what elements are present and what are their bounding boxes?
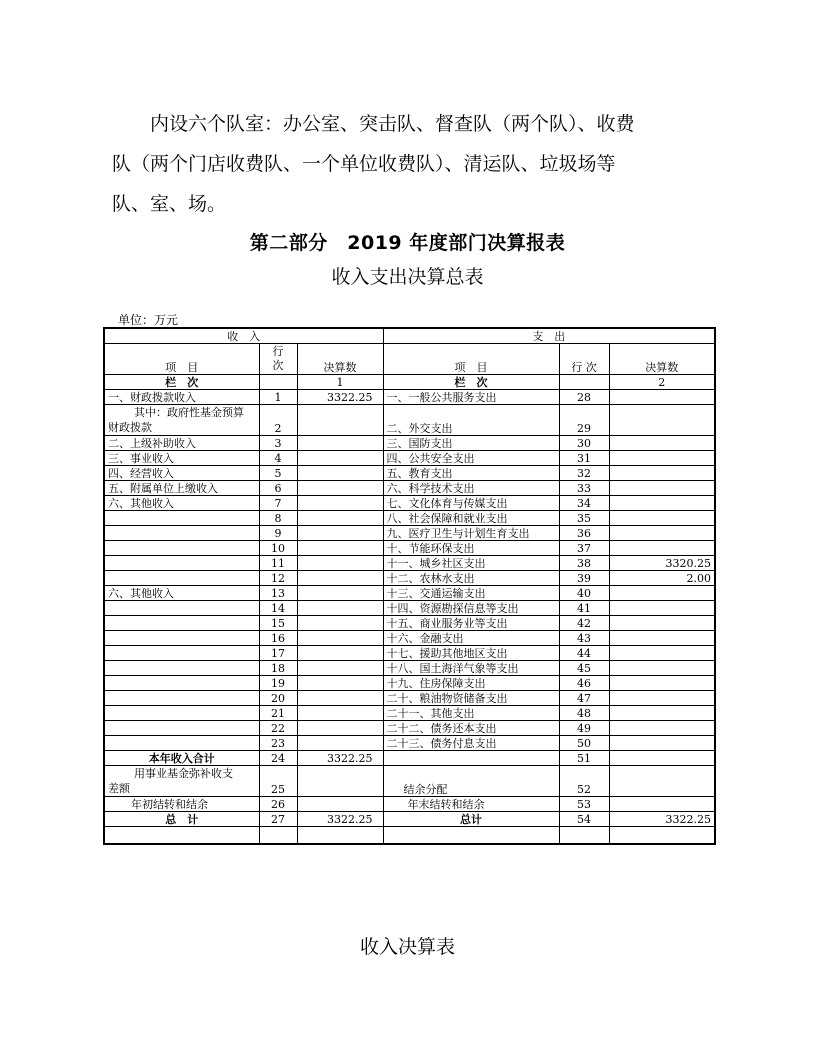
expense-amount: 2.00 (609, 571, 715, 586)
income-line-no: 6 (259, 481, 297, 496)
table-row (104, 451, 715, 466)
expense-line-no: 41 (559, 601, 609, 616)
income-line-no: 15 (259, 616, 297, 631)
expense-line-no: 32 (559, 466, 609, 481)
expense-item: 十一、城乡社区支出 (383, 556, 559, 571)
income-header: 收 入 (104, 328, 383, 344)
expense-line-no: 36 (559, 526, 609, 541)
expense-amount: 3322.25 (609, 812, 715, 827)
blank-cell (104, 827, 259, 845)
expense-amount (609, 466, 715, 481)
col-amount-left: 决算数 (297, 344, 383, 375)
income-line-no: 26 (259, 797, 297, 812)
expense-line-no: 49 (559, 721, 609, 736)
unit-label: 单位：万元 (118, 313, 179, 327)
expense-amount (609, 736, 715, 751)
expense-line-no: 34 (559, 496, 609, 511)
income-item (104, 616, 259, 631)
income-amount (297, 646, 383, 661)
income-line-no: 2 (259, 405, 297, 436)
income-item (104, 631, 259, 646)
income-item (104, 751, 259, 766)
table-row (104, 405, 715, 436)
expense-amount (609, 766, 715, 797)
table-row (104, 436, 715, 451)
expense-line-no: 48 (559, 706, 609, 721)
expense-item: 九、医疗卫生与计划生育支出 (383, 526, 559, 541)
income-amount (297, 736, 383, 751)
expense-line-no: 44 (559, 646, 609, 661)
expense-amount (609, 631, 715, 646)
intro-line-1: 内设六个队室：办公室、突击队、督查队（两个队）、收费 (150, 113, 635, 135)
expense-amount (609, 751, 715, 766)
income-amount (297, 691, 383, 706)
income-line-no: 27 (259, 812, 297, 827)
income-amount (297, 586, 383, 601)
expense-item: 二十、粮油物资储备支出 (383, 691, 559, 706)
income-item-label: 三、事业收入 (108, 451, 174, 465)
income-item (104, 541, 259, 556)
table-row (104, 571, 715, 586)
lanci-right-num: 2 (609, 375, 715, 390)
income-item (104, 436, 259, 451)
expense-amount (609, 405, 715, 436)
table-row (104, 496, 715, 511)
table-row (104, 390, 715, 405)
income-line-no: 17 (259, 646, 297, 661)
income-amount: 3322.25 (297, 751, 383, 766)
income-item (104, 691, 259, 706)
expense-amount (609, 721, 715, 736)
income-amount (297, 436, 383, 451)
expense-amount (609, 706, 715, 721)
expense-amount (609, 616, 715, 631)
expense-item: 十六、金融支出 (383, 631, 559, 646)
table-title: 收入支出决算总表 (331, 266, 484, 288)
expense-line-no: 43 (559, 631, 609, 646)
income-amount (297, 466, 383, 481)
expense-amount (609, 511, 715, 526)
expense-line-no: 45 (559, 661, 609, 676)
col-item-left: 项 目 (104, 344, 259, 375)
income-item-label: 用事业基金弥补收支 (134, 767, 233, 780)
income-amount (297, 631, 383, 646)
income-line-no: 20 (259, 691, 297, 706)
income-amount (297, 721, 383, 736)
income-amount (297, 405, 383, 436)
expense-item: 十二、农林水支出 (383, 571, 559, 586)
income-item-label: 其中：政府性基金预算 (134, 406, 244, 419)
lanci-left-num: 1 (297, 375, 383, 390)
income-line-no: 25 (259, 766, 297, 797)
expense-line-no: 50 (559, 736, 609, 751)
table-row (104, 601, 715, 616)
lanci-left: 栏 次 (104, 375, 259, 390)
expense-amount (609, 541, 715, 556)
expense-amount (609, 661, 715, 676)
income-item (104, 496, 259, 511)
lanci-right-line (559, 375, 609, 390)
income-line-no: 12 (259, 571, 297, 586)
table-row (104, 631, 715, 646)
expense-line-no: 47 (559, 691, 609, 706)
expense-item: 二、外交支出 (383, 405, 559, 436)
expense-line-no: 38 (559, 556, 609, 571)
income-item-label: 年初结转和结余 (131, 797, 208, 811)
lanci-right: 栏 次 (383, 375, 559, 390)
expense-line-no: 29 (559, 405, 609, 436)
expense-item: 十三、交通运输支出 (383, 586, 559, 601)
expense-item: 十四、资源勘探信息等支出 (383, 601, 559, 616)
income-line-no: 23 (259, 736, 297, 751)
income-amount (297, 526, 383, 541)
income-amount (297, 556, 383, 571)
table-row (104, 586, 715, 601)
income-line-no: 13 (259, 586, 297, 601)
blank-row (104, 827, 715, 845)
income-item-label: 二、上级补助收入 (108, 436, 196, 450)
table-row (104, 526, 715, 541)
expense-amount (609, 601, 715, 616)
table-row (104, 616, 715, 631)
expense-item: 二十三、债务付息支出 (383, 736, 559, 751)
income-item-label: 总 计 (165, 812, 199, 826)
expense-item: 七、文化体育与传媒支出 (383, 496, 559, 511)
table-row (104, 751, 715, 766)
expense-amount (609, 797, 715, 812)
expense-amount (609, 451, 715, 466)
table-row (104, 736, 715, 751)
income-item (104, 661, 259, 676)
income-line-no: 22 (259, 721, 297, 736)
income-item (104, 721, 259, 736)
blank-cell (297, 827, 383, 845)
income-item (104, 526, 259, 541)
expense-item: 五、教育支出 (383, 466, 559, 481)
table-row (104, 541, 715, 556)
table-row (104, 481, 715, 496)
table-row (104, 646, 715, 661)
expense-item (383, 751, 559, 766)
expense-amount (609, 481, 715, 496)
income-amount (297, 676, 383, 691)
expense-line-no: 40 (559, 586, 609, 601)
expense-item: 十五、商业服务业等支出 (383, 616, 559, 631)
table-row (104, 797, 715, 812)
income-expense-table (103, 327, 716, 845)
col-item-right: 项 目 (383, 344, 559, 375)
column-header-row (104, 344, 715, 375)
expense-line-no: 39 (559, 571, 609, 586)
next-section-title: 收入决算表 (359, 936, 455, 958)
income-amount (297, 511, 383, 526)
income-line-no: 18 (259, 661, 297, 676)
income-line-no: 24 (259, 751, 297, 766)
income-amount (297, 797, 383, 812)
expense-line-no: 30 (559, 436, 609, 451)
income-line-no: 16 (259, 631, 297, 646)
expense-item: 六、科学技术支出 (383, 481, 559, 496)
expense-amount (609, 390, 715, 405)
table-row (104, 661, 715, 676)
blank-cell (259, 827, 297, 845)
income-item-label: 五、附属单位上缴收入 (108, 481, 218, 495)
income-amount (297, 616, 383, 631)
expense-line-no: 53 (559, 797, 609, 812)
expense-item: 一、一般公共服务支出 (383, 390, 559, 405)
income-item (104, 451, 259, 466)
income-line-no: 11 (259, 556, 297, 571)
expense-item: 十七、援助其他地区支出 (383, 646, 559, 661)
table-row (104, 691, 715, 706)
income-item (104, 586, 259, 601)
income-amount (297, 481, 383, 496)
table-row (104, 676, 715, 691)
income-amount: 3322.25 (297, 390, 383, 405)
table-row (104, 721, 715, 736)
income-item-label-cont: 差额 (108, 782, 130, 795)
income-amount: 3322.25 (297, 812, 383, 827)
expense-item: 八、社会保障和就业支出 (383, 511, 559, 526)
income-line-no: 1 (259, 390, 297, 405)
expense-line-no: 51 (559, 751, 609, 766)
income-item (104, 556, 259, 571)
expense-line-no: 54 (559, 812, 609, 827)
blank-cell (383, 827, 559, 845)
expense-amount (609, 691, 715, 706)
expense-item: 十八、国土海洋气象等支出 (383, 661, 559, 676)
expense-item: 十、节能环保支出 (383, 541, 559, 556)
expense-amount (609, 436, 715, 451)
income-item-label: 本年收入合计 (148, 751, 215, 765)
expense-line-no: 28 (559, 390, 609, 405)
income-line-no: 10 (259, 541, 297, 556)
expense-item: 三、国防支出 (383, 436, 559, 451)
expense-amount (609, 676, 715, 691)
income-item-label: 四、经营收入 (108, 466, 174, 480)
income-item (104, 466, 259, 481)
expense-item: 十九、住房保障支出 (383, 676, 559, 691)
income-line-no: 8 (259, 511, 297, 526)
intro-paragraph (112, 104, 712, 224)
expense-line-no: 33 (559, 481, 609, 496)
lanci-row (104, 375, 715, 390)
expense-line-no: 42 (559, 616, 609, 631)
income-amount (297, 541, 383, 556)
income-amount (297, 496, 383, 511)
intro-line-3: 队、室、场。 (112, 193, 227, 215)
income-amount (297, 571, 383, 586)
expense-line-no: 37 (559, 541, 609, 556)
income-amount (297, 601, 383, 616)
expense-amount (609, 586, 715, 601)
expense-item: 年末结转和结余 (383, 797, 559, 812)
income-amount (297, 766, 383, 797)
income-item (104, 646, 259, 661)
expense-amount (609, 526, 715, 541)
income-line-no: 14 (259, 601, 297, 616)
income-amount (297, 661, 383, 676)
section-title: 第二部分 2019 年度部门决算报表 (249, 232, 566, 254)
expense-amount (609, 646, 715, 661)
income-item-label-cont: 财政拨款 (108, 421, 152, 434)
blank-cell (609, 827, 715, 845)
expense-item: 总计 (383, 812, 559, 827)
income-amount (297, 706, 383, 721)
income-item-label: 六、其他收入 (108, 586, 174, 600)
income-item (104, 405, 259, 436)
expense-amount: 3320.25 (609, 556, 715, 571)
income-line-no: 3 (259, 436, 297, 451)
expense-amount (609, 496, 715, 511)
income-line-no: 7 (259, 496, 297, 511)
table-header-row (104, 328, 715, 344)
income-item-label: 六、其他收入 (108, 496, 174, 510)
income-item-label: 一、财政拨款收入 (108, 390, 196, 404)
table-row (104, 766, 715, 797)
col-line-right: 行 次 (559, 344, 609, 375)
expense-item: 结余分配 (383, 766, 559, 797)
table-row (104, 511, 715, 526)
income-line-no: 9 (259, 526, 297, 541)
income-item (104, 511, 259, 526)
income-line-no: 5 (259, 466, 297, 481)
income-line-no: 4 (259, 451, 297, 466)
col-amount-right: 决算数 (609, 344, 715, 375)
income-item (104, 676, 259, 691)
expense-item: 四、公共安全支出 (383, 451, 559, 466)
expense-line-no: 52 (559, 766, 609, 797)
income-item (104, 736, 259, 751)
col-line-left: 行次 (259, 344, 297, 375)
income-item (104, 812, 259, 827)
income-item (104, 601, 259, 616)
table-row (104, 812, 715, 827)
expense-item: 二十一、其他支出 (383, 706, 559, 721)
income-item (104, 766, 259, 797)
expense-line-no: 31 (559, 451, 609, 466)
income-item (104, 797, 259, 812)
income-item (104, 571, 259, 586)
income-amount (297, 451, 383, 466)
expense-header: 支 出 (383, 328, 715, 344)
table-row (104, 466, 715, 481)
lanci-left-line (259, 375, 297, 390)
expense-line-no: 35 (559, 511, 609, 526)
income-line-no: 21 (259, 706, 297, 721)
income-item (104, 481, 259, 496)
income-item (104, 706, 259, 721)
income-line-no: 19 (259, 676, 297, 691)
expense-line-no: 46 (559, 676, 609, 691)
blank-cell (559, 827, 609, 845)
expense-item: 二十二、债务还本支出 (383, 721, 559, 736)
table-row (104, 706, 715, 721)
income-item (104, 390, 259, 405)
intro-line-2: 队（两个门店收费队、一个单位收费队）、清运队、垃圾场等 (112, 153, 616, 175)
table-row (104, 556, 715, 571)
